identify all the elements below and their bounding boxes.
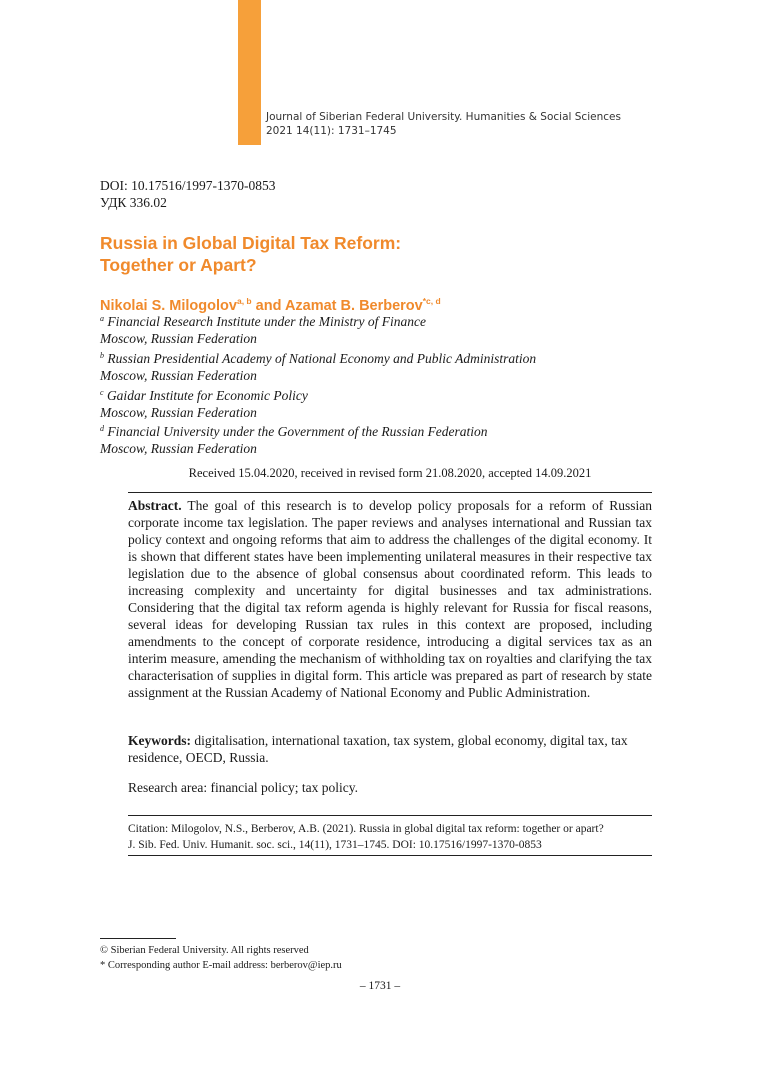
- citation-line-1: Citation: Milogolov, N.S., Berberov, A.B. (2021). Russia in global digital tax reform: together or apart?: [128, 823, 604, 835]
- citation-line-2: J. Sib. Fed. Univ. Humanit. soc. sci., 14(11), 1731–1745. DOI: 10.17516/1997-1370-0853: [128, 838, 542, 851]
- udk: УДК 336.02: [100, 195, 167, 210]
- title-line-2: Together or Apart?: [100, 255, 257, 275]
- research-area: Research area: financial policy; tax policy.: [128, 780, 359, 795]
- doi: DOI: 10.17516/1997-1370-0853: [100, 178, 276, 193]
- citation-top-rule: [128, 815, 652, 816]
- keywords-label: Keywords:: [128, 733, 191, 748]
- footnotes: [100, 943, 342, 973]
- author-2-affil-marks: *c, d: [422, 296, 441, 306]
- keywords-text: digitalisation, international taxation, tax system, global economy, digital tax, tax residence, OECD, Russia.: [128, 733, 628, 765]
- abstract-text: The goal of this research is to develop policy proposals for a reform of Russian corporate income tax legislation. The paper reviews and analyses international and Russian tax policy context and ongoing reforms that aim to address the challenges of the digital economy. It is shown that different states have been implementing unilateral measures in their respective tax legislation due to the absence of global consensus about coordinated reform. This leads to increasing complexity and uncertainty for digital businesses and tax administrations. Considering that the digital tax reform agenda is highly relevant for Russia for fiscal reasons, several ideas for developing Russian tax rules in this context are proposed, including amendments to the concept of corporate residence, introducing a digital services tax as an interim measure, amending the mechanism of withholding tax on royalties and clarifying the tax characterisation of supplies in digital form. This article was prepared as part of research by state assignment at the Russian Academy of National Economy and Public Administration.: [128, 498, 652, 700]
- affiliation-mark: c: [100, 387, 104, 397]
- author-1: Nikolai S. Milogolov: [100, 298, 237, 314]
- affiliation-a-city: Moscow, Russian Federation: [100, 330, 257, 346]
- journal-name: Journal of Siberian Federal University. Humanities & Social Sciences: [266, 111, 621, 123]
- footnote-rule: [100, 938, 176, 939]
- abstract-label: Abstract.: [128, 498, 182, 513]
- citation: [128, 822, 652, 853]
- affiliation-b-org: $^b$ Russian Presidential Academy of National Economy and Public Administration: [100, 350, 537, 366]
- page-number: – 1731 –: [359, 980, 401, 992]
- affiliation-mark: b: [100, 350, 104, 360]
- affiliation-a-org: $^a$ Financial Research Institute under the Ministry of Finance: [100, 314, 426, 329]
- doi-block: [100, 177, 276, 211]
- affiliation-b-city: Moscow, Russian Federation: [100, 367, 257, 383]
- keywords: [128, 732, 652, 766]
- affiliation-c-city: Moscow, Russian Federation: [100, 404, 257, 420]
- title-line-1: Russia in Global Digital Tax Reform:: [100, 233, 402, 253]
- copyright: © Siberian Federal University. All rights reserved: [100, 945, 309, 956]
- abstract: [128, 497, 652, 701]
- affiliation-d-city: Moscow, Russian Federation: [100, 441, 257, 457]
- affiliation-d-org: $^d$ Financial University under the Government of the Russian Federation: [100, 424, 488, 440]
- received-dates: Received 15.04.2020, received in revised form 21.08.2020, accepted 14.09.2021: [188, 466, 592, 480]
- citation-bottom-rule: [128, 855, 652, 856]
- paper-title: [100, 232, 401, 276]
- author-1-affil-marks: a, b: [236, 296, 252, 306]
- affiliation-mark: a: [100, 314, 104, 323]
- journal-header: [266, 110, 621, 138]
- affiliation-c-org: $^c$ Gaidar Institute for Economic Policy: [100, 387, 308, 403]
- affiliations: [100, 311, 536, 458]
- authors-conjunction: and: [251, 298, 285, 314]
- author-2: Azamat B. Berberov: [284, 298, 423, 314]
- abstract-top-rule: [128, 492, 652, 493]
- journal-accent-bar: [238, 0, 261, 145]
- affiliation-mark: d: [100, 424, 104, 434]
- journal-issue: 2021 14(11): 1731–1745: [266, 125, 397, 137]
- corresponding-author: * Corresponding author E-mail address: berberov@iep.ru: [100, 960, 342, 971]
